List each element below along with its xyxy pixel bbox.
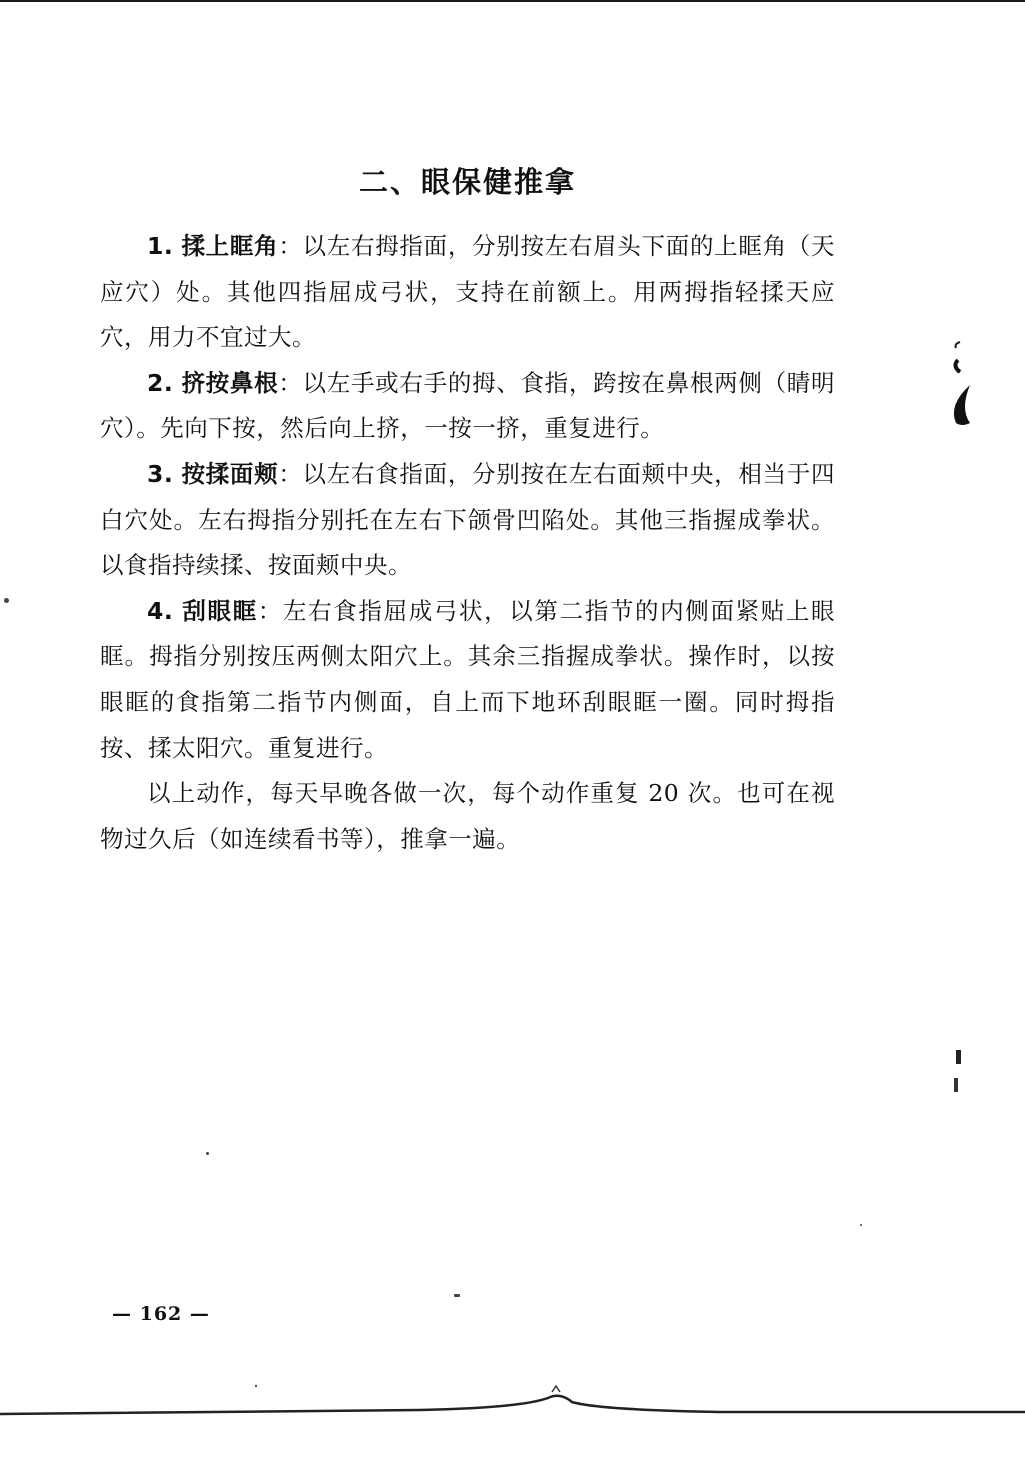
closing-paragraph: 以上动作，每天早晚各做一次，每个动作重复 20 次。也可在视物过久后（如连续看书等），推拿一遍。	[100, 779, 835, 853]
item-number: 4.	[147, 596, 174, 625]
binding-marks-graphic	[930, 330, 990, 1130]
item-separator: ：	[278, 368, 303, 397]
item-title: 挤按鼻根	[181, 368, 279, 397]
scan-speck	[4, 598, 9, 603]
page-content	[100, 160, 835, 862]
item-number: 3.	[147, 459, 174, 488]
page-number: — 162 —	[112, 1303, 210, 1325]
item-body: 以左手或右手的拇、食指，跨按在鼻根两侧（睛明穴）。先向下按，然后向上挤，一按一挤，重复进行。	[100, 368, 836, 443]
scan-speck	[860, 1224, 862, 1226]
binding-marks	[930, 330, 990, 1130]
scan-speck	[454, 1294, 460, 1297]
paragraph-2	[100, 361, 835, 452]
item-body: 左右食指屈成弓状，以第二指节的内侧面紧贴上眼眶。拇指分别按压两侧太阳穴上。其余三指握成拳状。操作时，以按眼眶的食指第二指节内侧面，自上而下地环刮眼眶一圈。同时拇指按、揉太阳穴。重复进行。	[100, 596, 836, 762]
section-heading: 二、眼保健推拿	[358, 165, 576, 199]
item-separator: ：	[257, 596, 283, 625]
bottom-scan-line	[0, 1370, 1025, 1430]
paragraph-4	[100, 589, 835, 771]
item-separator: ：	[278, 459, 303, 488]
item-body: 以左右食指面，分别按在左右面颊中央，相当于四白穴处。左右拇指分别托在左右下颌骨凹陷处。其他三指握成拳状。以食指持续揉、按面颊中央。	[100, 459, 836, 580]
item-title: 揉上眶角	[181, 232, 279, 260]
item-title: 刮眼眶	[182, 596, 258, 625]
item-separator: ：	[278, 232, 303, 260]
top-border-rule	[0, 0, 1025, 2]
item-title: 按揉面颊	[181, 459, 279, 488]
item-number: 1.	[147, 232, 174, 260]
scan-speck	[206, 1152, 209, 1155]
paragraph-3	[100, 452, 835, 589]
item-body: 以左右拇指面，分别按左右眉头下面的上眶角（天应穴）处。其他四指屈成弓状，支持在前额上。用两拇指轻揉天应穴，用力不宜过大。	[100, 232, 836, 352]
item-number: 2.	[147, 368, 174, 397]
paragraph-1	[100, 224, 835, 361]
